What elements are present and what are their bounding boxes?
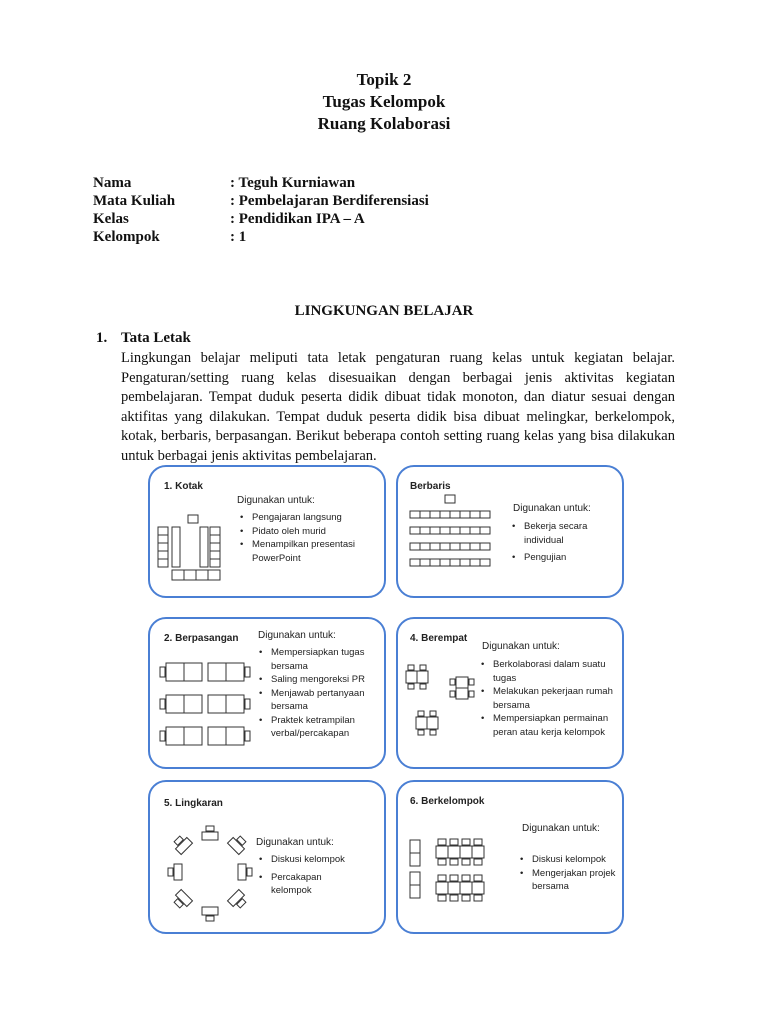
panel-title: 6. Berkelompok: [410, 796, 485, 807]
seating-diagram-berkelompok: [398, 782, 626, 936]
info-label: Nama: [93, 175, 132, 191]
panel-berkelompok: [396, 780, 624, 934]
usage-item: • Diskusi kelompok: [520, 853, 620, 867]
panel-berbaris: [396, 465, 624, 598]
panel-used-label: Digunakan untuk:: [522, 823, 600, 834]
panel-berpasangan: [148, 617, 386, 769]
panel-lingkaran: [148, 780, 386, 934]
panel-used-label: Digunakan untuk:: [258, 630, 336, 641]
info-value: : Pendidikan IPA – A: [230, 211, 365, 227]
doc-topic: Topik 2: [356, 70, 412, 89]
usage-item: • Berkolaborasi dalam suatu tugas: [481, 658, 616, 685]
body-paragraph: Lingkungan belajar meliputi tata letak pengaturan ruang kelas untuk kegiatan belajar. Pengaturan/setting ruang kelas disesuaikan dengan berbagai jenis aktivitas kegiatan pembelajaran. Tempat duduk peserta didik dibuat tidak monoton, dan diatur sesuai dengan aktifitas yang dilakukan. Tempat duduk peserta didik bisa dibuat melingkar, berkelompok, kotak, berbaris, berpasangan. Berikut beberapa contoh setting ruang kelas yang bisa dilakukan untuk berbagai jenis aktivitas pembelajaran.: [121, 350, 675, 464]
seating-diagram-berempat: [398, 619, 626, 771]
usage-item: • Pengajaran langsung: [240, 511, 375, 525]
panel-used-label: Digunakan untuk:: [482, 641, 560, 652]
panel-title: Berbaris: [410, 481, 451, 492]
seating-diagram-lingkaran: [150, 782, 388, 936]
panel-used-label: Digunakan untuk:: [256, 837, 334, 848]
panel-berempat: [396, 617, 624, 769]
panel-title: 4. Berempat: [410, 633, 468, 644]
list-title: Tata Letak: [121, 330, 191, 346]
seating-diagram-berbaris: [398, 467, 626, 600]
seating-diagram-berpasangan: [150, 619, 388, 771]
panel-title: 1. Kotak: [164, 481, 203, 492]
info-label: Kelompok: [93, 229, 160, 245]
panel-title: 2. Berpasangan: [164, 633, 239, 644]
info-value: : 1: [230, 229, 247, 245]
usage-item: • Percakapan kelompok: [259, 871, 359, 898]
panel-title: 5. Lingkaran: [164, 798, 223, 809]
doc-subtitle-1: Tugas Kelompok: [322, 92, 446, 111]
info-label: Kelas: [93, 211, 129, 227]
seating-diagram-kotak: [150, 467, 388, 600]
usage-item: • Saling mengoreksi PR: [259, 673, 377, 687]
usage-item: • Praktek ketrampilan verbal/percakapan: [259, 714, 377, 741]
usage-item: • Diskusi kelompok: [259, 853, 359, 867]
usage-item: • Pidato oleh murid: [240, 525, 375, 539]
panel-used-label: Digunakan untuk:: [513, 503, 591, 514]
usage-item: • Melakukan pekerjaan rumah bersama: [481, 685, 616, 712]
section-title: LINGKUNGAN BELAJAR: [294, 303, 474, 319]
usage-item: • Bekerja secara individual: [512, 520, 612, 547]
usage-item: • Menampilkan presentasi PowerPoint: [240, 538, 375, 565]
info-value: : Pembelajaran Berdiferensiasi: [230, 193, 429, 209]
info-value: : Teguh Kurniawan: [230, 175, 356, 191]
usage-item: • Menjawab pertanyaan bersama: [259, 687, 377, 714]
usage-item: • Mengerjakan projek bersama: [520, 867, 620, 894]
usage-item: • Pengujian: [512, 551, 612, 565]
usage-item: • Mempersiapkan permainan peran atau kerja kelompok: [481, 712, 616, 739]
doc-subtitle-2: Ruang Kolaborasi: [317, 114, 451, 133]
panel-kotak: [148, 465, 386, 598]
info-label: Mata Kuliah: [93, 193, 176, 209]
usage-item: • Mempersiapkan tugas bersama: [259, 646, 377, 673]
panel-used-label: Digunakan untuk:: [237, 495, 315, 506]
list-number: 1.: [96, 330, 108, 346]
